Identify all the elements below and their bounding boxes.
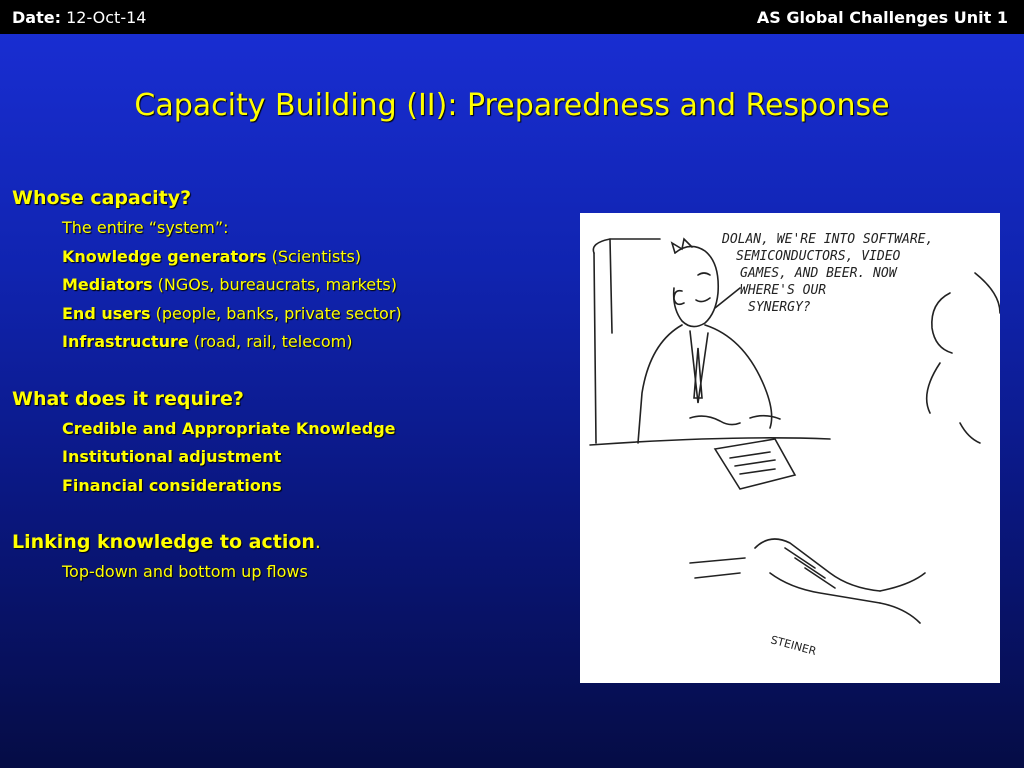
caption-line: SEMICONDUCTORS, VIDEO [736,249,901,264]
section-heading: Whose capacity? [12,187,192,209]
cartoon-signature: STEINER [769,633,818,658]
header-bar [0,0,1024,34]
list-item: Knowledge generators (Scientists) [62,246,362,266]
slide-title: Capacity Building (II): Preparedness and Response [134,88,890,123]
caption-line: SYNERGY? [748,300,811,315]
caption-line: WHERE'S OUR [740,283,827,298]
section-heading: Linking knowledge to action. [12,531,321,553]
list-item: Infrastructure (road, rail, telecom) [62,332,353,351]
list-item: Institutional adjustment [62,447,282,466]
date-value: 12-Oct-14 [66,8,147,27]
list-item: End users (people, banks, private sector) [62,303,402,323]
caption-line: DOLAN, WE'RE INTO SOFTWARE, [722,232,934,247]
section-heading: What does it require? [12,387,244,410]
cartoon-image [580,213,1000,683]
list-item: The entire “system”: [62,218,229,237]
date-label: Date: [12,8,61,27]
list-item: Top-down and bottom up flows [62,562,308,581]
course-title: AS Global Challenges Unit 1 [756,8,1008,27]
list-item: Credible and Appropriate Knowledge [62,418,396,438]
list-item: Financial considerations [62,475,282,495]
caption-line: GAMES, AND BEER. NOW [740,266,897,281]
date [12,8,146,27]
slide-body [12,186,572,587]
list-item: Mediators (NGOs, bureaucrats, markets) [62,275,397,294]
